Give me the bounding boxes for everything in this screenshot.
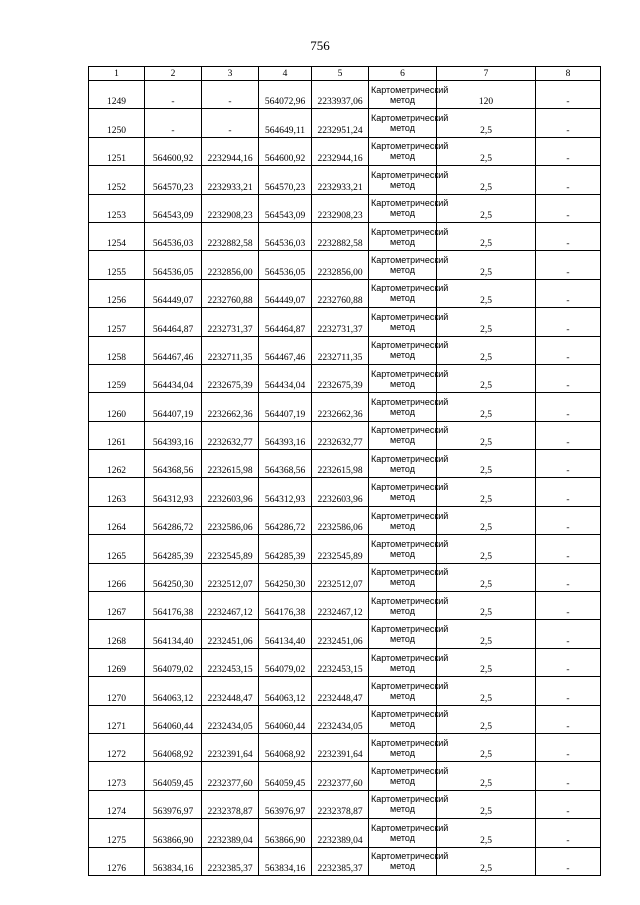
column-header: 1 xyxy=(89,67,145,81)
point-number-cell: 1272 xyxy=(89,733,145,761)
column-header: 7 xyxy=(437,67,536,81)
x-existing-cell: 564134,40 xyxy=(145,620,202,648)
accuracy-cell: 2,5 xyxy=(437,790,536,818)
y-existing-cell: 2232453,15 xyxy=(202,648,259,676)
note-cell: - xyxy=(536,790,601,818)
point-number-cell: 1274 xyxy=(89,790,145,818)
point-number-cell: 1263 xyxy=(89,478,145,506)
accuracy-cell: 2,5 xyxy=(437,364,536,392)
note-cell: - xyxy=(536,308,601,336)
accuracy-cell: 2,5 xyxy=(437,421,536,449)
x-new-cell: 564286,72 xyxy=(259,506,312,534)
accuracy-cell: 2,5 xyxy=(437,393,536,421)
point-number-cell: 1271 xyxy=(89,705,145,733)
method-cell: Картометрический метод xyxy=(369,819,437,847)
accuracy-cell: 2,5 xyxy=(437,308,536,336)
accuracy-cell: 2,5 xyxy=(437,194,536,222)
method-cell: Картометрический метод xyxy=(369,620,437,648)
x-existing-cell: 564600,92 xyxy=(145,137,202,165)
y-new-cell: 2232391,64 xyxy=(312,733,369,761)
method-cell: Картометрический метод xyxy=(369,733,437,761)
accuracy-cell: 2,5 xyxy=(437,592,536,620)
accuracy-cell: 2,5 xyxy=(437,847,536,875)
x-existing-cell: 564063,12 xyxy=(145,677,202,705)
method-cell: Картометрический метод xyxy=(369,563,437,591)
note-cell: - xyxy=(536,109,601,137)
table-row xyxy=(89,137,601,165)
y-existing-cell: 2232944,16 xyxy=(202,137,259,165)
point-number-cell: 1251 xyxy=(89,137,145,165)
x-new-cell: 564434,04 xyxy=(259,364,312,392)
accuracy-cell: 120 xyxy=(437,81,536,109)
x-new-cell: 564134,40 xyxy=(259,620,312,648)
y-existing-cell: 2232385,37 xyxy=(202,847,259,875)
y-existing-cell: 2232856,00 xyxy=(202,251,259,279)
table-row xyxy=(89,733,601,761)
accuracy-cell: 2,5 xyxy=(437,279,536,307)
x-new-cell: 564407,19 xyxy=(259,393,312,421)
y-existing-cell: 2232434,05 xyxy=(202,705,259,733)
point-number-cell: 1259 xyxy=(89,364,145,392)
y-new-cell: 2232586,06 xyxy=(312,506,369,534)
method-cell: Картометрический метод xyxy=(369,762,437,790)
y-new-cell: 2232434,05 xyxy=(312,705,369,733)
x-new-cell: 564285,39 xyxy=(259,535,312,563)
note-cell: - xyxy=(536,847,601,875)
x-new-cell: 564393,16 xyxy=(259,421,312,449)
y-existing-cell: 2232731,37 xyxy=(202,308,259,336)
note-cell: - xyxy=(536,194,601,222)
y-existing-cell: 2232615,98 xyxy=(202,450,259,478)
table-row xyxy=(89,279,601,307)
y-existing-cell: 2232391,64 xyxy=(202,733,259,761)
x-new-cell: 563976,97 xyxy=(259,790,312,818)
x-existing-cell: 563866,90 xyxy=(145,819,202,847)
x-existing-cell: 564060,44 xyxy=(145,705,202,733)
point-number-cell: 1255 xyxy=(89,251,145,279)
table-row xyxy=(89,620,601,648)
page-number: 756 xyxy=(310,38,330,53)
column-header: 4 xyxy=(259,67,312,81)
y-existing-cell: 2232908,23 xyxy=(202,194,259,222)
y-existing-cell: 2232378,87 xyxy=(202,790,259,818)
y-existing-cell: 2232451,06 xyxy=(202,620,259,648)
note-cell: - xyxy=(536,535,601,563)
point-number-cell: 1250 xyxy=(89,109,145,137)
point-number-cell: 1264 xyxy=(89,506,145,534)
accuracy-cell: 2,5 xyxy=(437,478,536,506)
accuracy-cell: 2,5 xyxy=(437,506,536,534)
accuracy-cell: 2,5 xyxy=(437,677,536,705)
y-existing-cell: 2232760,88 xyxy=(202,279,259,307)
x-new-cell: 564600,92 xyxy=(259,137,312,165)
accuracy-cell: 2,5 xyxy=(437,109,536,137)
table-row xyxy=(89,336,601,364)
y-new-cell: 2232856,00 xyxy=(312,251,369,279)
x-existing-cell: 564312,93 xyxy=(145,478,202,506)
note-cell: - xyxy=(536,393,601,421)
method-cell: Картометрический метод xyxy=(369,535,437,563)
method-cell: Картометрический метод xyxy=(369,393,437,421)
x-existing-cell: 564250,30 xyxy=(145,563,202,591)
x-new-cell: 564063,12 xyxy=(259,677,312,705)
y-new-cell: 2232385,37 xyxy=(312,847,369,875)
point-number-cell: 1269 xyxy=(89,648,145,676)
method-cell: Картометрический метод xyxy=(369,166,437,194)
x-new-cell: 564449,07 xyxy=(259,279,312,307)
x-existing-cell: - xyxy=(145,109,202,137)
note-cell: - xyxy=(536,762,601,790)
y-existing-cell: 2232377,60 xyxy=(202,762,259,790)
table-row xyxy=(89,478,601,506)
x-existing-cell: 564407,19 xyxy=(145,393,202,421)
x-existing-cell: 564464,87 xyxy=(145,308,202,336)
table-row xyxy=(89,677,601,705)
method-cell: Картометрический метод xyxy=(369,109,437,137)
x-new-cell: 563866,90 xyxy=(259,819,312,847)
point-number-cell: 1260 xyxy=(89,393,145,421)
point-number-cell: 1275 xyxy=(89,819,145,847)
x-new-cell: 564536,03 xyxy=(259,222,312,250)
point-number-cell: 1254 xyxy=(89,222,145,250)
y-existing-cell: 2232882,58 xyxy=(202,222,259,250)
x-existing-cell: 564368,56 xyxy=(145,450,202,478)
table-row xyxy=(89,421,601,449)
note-cell: - xyxy=(536,222,601,250)
point-number-cell: 1276 xyxy=(89,847,145,875)
x-existing-cell: 564536,03 xyxy=(145,222,202,250)
x-new-cell: 564312,93 xyxy=(259,478,312,506)
method-cell: Картометрический метод xyxy=(369,847,437,875)
y-new-cell: 2232675,39 xyxy=(312,364,369,392)
method-cell: Картометрический метод xyxy=(369,364,437,392)
x-existing-cell: 564449,07 xyxy=(145,279,202,307)
x-existing-cell: - xyxy=(145,81,202,109)
y-new-cell: 2232467,12 xyxy=(312,592,369,620)
method-cell: Картометрический метод xyxy=(369,336,437,364)
point-number-cell: 1265 xyxy=(89,535,145,563)
note-cell: - xyxy=(536,506,601,534)
method-cell: Картометрический метод xyxy=(369,790,437,818)
method-cell: Картометрический метод xyxy=(369,592,437,620)
point-number-cell: 1268 xyxy=(89,620,145,648)
note-cell: - xyxy=(536,478,601,506)
x-new-cell: 564368,56 xyxy=(259,450,312,478)
note-cell: - xyxy=(536,251,601,279)
x-existing-cell: 564467,46 xyxy=(145,336,202,364)
note-cell: - xyxy=(536,137,601,165)
x-existing-cell: 564536,05 xyxy=(145,251,202,279)
y-existing-cell: 2232675,39 xyxy=(202,364,259,392)
x-existing-cell: 564393,16 xyxy=(145,421,202,449)
table-row xyxy=(89,819,601,847)
y-new-cell: 2232632,77 xyxy=(312,421,369,449)
method-cell: Картометрический метод xyxy=(369,308,437,336)
x-new-cell: 564464,87 xyxy=(259,308,312,336)
table-row xyxy=(89,393,601,421)
table-row xyxy=(89,364,601,392)
table-row xyxy=(89,222,601,250)
y-existing-cell: 2232545,89 xyxy=(202,535,259,563)
method-cell: Картометрический метод xyxy=(369,450,437,478)
point-number-cell: 1252 xyxy=(89,166,145,194)
accuracy-cell: 2,5 xyxy=(437,535,536,563)
accuracy-cell: 2,5 xyxy=(437,450,536,478)
y-new-cell: 2232389,04 xyxy=(312,819,369,847)
note-cell: - xyxy=(536,733,601,761)
table-row xyxy=(89,109,601,137)
column-header: 5 xyxy=(312,67,369,81)
point-number-cell: 1267 xyxy=(89,592,145,620)
point-number-cell: 1262 xyxy=(89,450,145,478)
x-existing-cell: 564570,23 xyxy=(145,166,202,194)
point-number-cell: 1261 xyxy=(89,421,145,449)
note-cell: - xyxy=(536,563,601,591)
table-row xyxy=(89,535,601,563)
x-new-cell: 564176,38 xyxy=(259,592,312,620)
x-existing-cell: 564285,39 xyxy=(145,535,202,563)
note-cell: - xyxy=(536,364,601,392)
note-cell: - xyxy=(536,279,601,307)
note-cell: - xyxy=(536,336,601,364)
y-existing-cell: 2232586,06 xyxy=(202,506,259,534)
y-existing-cell: 2232512,07 xyxy=(202,563,259,591)
point-number-cell: 1266 xyxy=(89,563,145,591)
y-new-cell: 2232908,23 xyxy=(312,194,369,222)
y-new-cell: 2232951,24 xyxy=(312,109,369,137)
x-existing-cell: 563976,97 xyxy=(145,790,202,818)
accuracy-cell: 2,5 xyxy=(437,762,536,790)
table-row xyxy=(89,166,601,194)
note-cell: - xyxy=(536,81,601,109)
method-cell: Картометрический метод xyxy=(369,222,437,250)
accuracy-cell: 2,5 xyxy=(437,336,536,364)
x-existing-cell: 564079,02 xyxy=(145,648,202,676)
x-existing-cell: 564068,92 xyxy=(145,733,202,761)
y-existing-cell: 2232467,12 xyxy=(202,592,259,620)
x-existing-cell: 564543,09 xyxy=(145,194,202,222)
method-cell: Картометрический метод xyxy=(369,506,437,534)
x-existing-cell: 564176,38 xyxy=(145,592,202,620)
y-existing-cell: 2232603,96 xyxy=(202,478,259,506)
table-row xyxy=(89,308,601,336)
y-new-cell: 2232731,37 xyxy=(312,308,369,336)
y-new-cell: 2232378,87 xyxy=(312,790,369,818)
accuracy-cell: 2,5 xyxy=(437,563,536,591)
method-cell: Картометрический метод xyxy=(369,251,437,279)
method-cell: Картометрический метод xyxy=(369,705,437,733)
table-row xyxy=(89,648,601,676)
y-new-cell: 2232453,15 xyxy=(312,648,369,676)
table-row xyxy=(89,790,601,818)
table-row xyxy=(89,506,601,534)
y-new-cell: 2232933,21 xyxy=(312,166,369,194)
method-cell: Картометрический метод xyxy=(369,194,437,222)
x-new-cell: 564060,44 xyxy=(259,705,312,733)
note-cell: - xyxy=(536,819,601,847)
y-new-cell: 2233937,06 xyxy=(312,81,369,109)
y-existing-cell: - xyxy=(202,109,259,137)
y-new-cell: 2232377,60 xyxy=(312,762,369,790)
table-row xyxy=(89,847,601,875)
x-new-cell: 564467,46 xyxy=(259,336,312,364)
table-row xyxy=(89,563,601,591)
column-header: 6 xyxy=(369,67,437,81)
y-new-cell: 2232448,47 xyxy=(312,677,369,705)
column-header: 2 xyxy=(145,67,202,81)
accuracy-cell: 2,5 xyxy=(437,137,536,165)
accuracy-cell: 2,5 xyxy=(437,166,536,194)
x-existing-cell: 564286,72 xyxy=(145,506,202,534)
note-cell: - xyxy=(536,166,601,194)
y-new-cell: 2232882,58 xyxy=(312,222,369,250)
accuracy-cell: 2,5 xyxy=(437,733,536,761)
y-new-cell: 2232711,35 xyxy=(312,336,369,364)
table-row xyxy=(89,194,601,222)
method-cell: Картометрический метод xyxy=(369,279,437,307)
coordinates-table xyxy=(88,66,601,876)
y-existing-cell: - xyxy=(202,81,259,109)
y-new-cell: 2232944,16 xyxy=(312,137,369,165)
note-cell: - xyxy=(536,677,601,705)
note-cell: - xyxy=(536,705,601,733)
method-cell: Картометрический метод xyxy=(369,677,437,705)
y-existing-cell: 2232632,77 xyxy=(202,421,259,449)
x-existing-cell: 563834,16 xyxy=(145,847,202,875)
y-new-cell: 2232451,06 xyxy=(312,620,369,648)
y-new-cell: 2232545,89 xyxy=(312,535,369,563)
x-new-cell: 564079,02 xyxy=(259,648,312,676)
note-cell: - xyxy=(536,620,601,648)
point-number-cell: 1273 xyxy=(89,762,145,790)
table-row xyxy=(89,81,601,109)
point-number-cell: 1258 xyxy=(89,336,145,364)
x-new-cell: 564068,92 xyxy=(259,733,312,761)
x-new-cell: 564570,23 xyxy=(259,166,312,194)
note-cell: - xyxy=(536,648,601,676)
note-cell: - xyxy=(536,421,601,449)
x-new-cell: 564072,96 xyxy=(259,81,312,109)
table-header-row xyxy=(89,67,601,81)
y-new-cell: 2232615,98 xyxy=(312,450,369,478)
point-number-cell: 1256 xyxy=(89,279,145,307)
table-row xyxy=(89,251,601,279)
y-existing-cell: 2232933,21 xyxy=(202,166,259,194)
x-new-cell: 564543,09 xyxy=(259,194,312,222)
y-new-cell: 2232760,88 xyxy=(312,279,369,307)
method-cell: Картометрический метод xyxy=(369,648,437,676)
accuracy-cell: 2,5 xyxy=(437,251,536,279)
accuracy-cell: 2,5 xyxy=(437,620,536,648)
accuracy-cell: 2,5 xyxy=(437,705,536,733)
point-number-cell: 1253 xyxy=(89,194,145,222)
y-existing-cell: 2232389,04 xyxy=(202,819,259,847)
y-new-cell: 2232512,07 xyxy=(312,563,369,591)
table-body xyxy=(89,81,601,876)
method-cell: Картометрический метод xyxy=(369,421,437,449)
x-new-cell: 564059,45 xyxy=(259,762,312,790)
accuracy-cell: 2,5 xyxy=(437,648,536,676)
accuracy-cell: 2,5 xyxy=(437,819,536,847)
note-cell: - xyxy=(536,592,601,620)
method-cell: Картометрический метод xyxy=(369,137,437,165)
column-header: 8 xyxy=(536,67,601,81)
method-cell: Картометрический метод xyxy=(369,478,437,506)
accuracy-cell: 2,5 xyxy=(437,222,536,250)
x-new-cell: 564250,30 xyxy=(259,563,312,591)
note-cell: - xyxy=(536,450,601,478)
y-existing-cell: 2232662,36 xyxy=(202,393,259,421)
column-header: 3 xyxy=(202,67,259,81)
method-cell: Картометрический метод xyxy=(369,81,437,109)
table-row xyxy=(89,705,601,733)
x-new-cell: 563834,16 xyxy=(259,847,312,875)
y-existing-cell: 2232448,47 xyxy=(202,677,259,705)
y-existing-cell: 2232711,35 xyxy=(202,336,259,364)
y-new-cell: 2232662,36 xyxy=(312,393,369,421)
x-new-cell: 564536,05 xyxy=(259,251,312,279)
table-row xyxy=(89,762,601,790)
table-row xyxy=(89,592,601,620)
x-existing-cell: 564059,45 xyxy=(145,762,202,790)
x-new-cell: 564649,11 xyxy=(259,109,312,137)
point-number-cell: 1257 xyxy=(89,308,145,336)
point-number-cell: 1270 xyxy=(89,677,145,705)
point-number-cell: 1249 xyxy=(89,81,145,109)
x-existing-cell: 564434,04 xyxy=(145,364,202,392)
table-row xyxy=(89,450,601,478)
y-new-cell: 2232603,96 xyxy=(312,478,369,506)
